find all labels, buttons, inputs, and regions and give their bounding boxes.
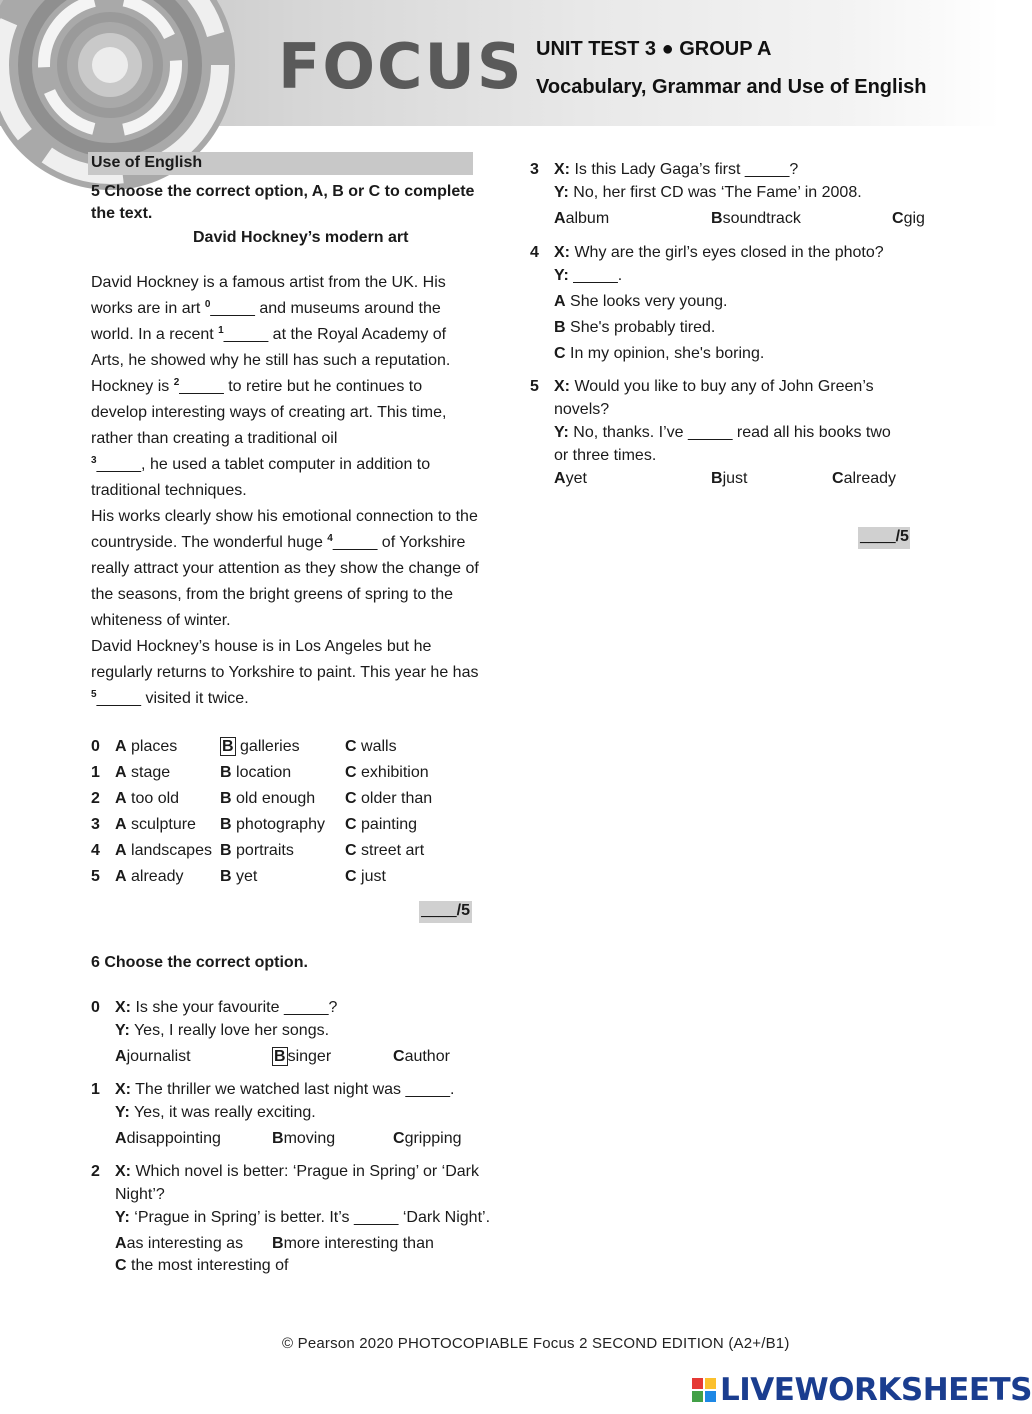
copyright-footer: © Pearson 2020 PHOTOCOPIABLE Focus 2 SECOND EDITION (A2+/B1) (282, 1335, 790, 1352)
gap-4[interactable]: _____ of Yorkshire really attract your attention as they show the change of the seasons, from the bright greens of spring to the whiteness of winter. (91, 534, 479, 629)
article-passage: David Hockney is a famous artist from the UK. His works are in art $^0$_____ and museums around the world. In a recent $^1$_____ at the Royal Academy of Arts, he showed why he still has such a reputation. Hockney is $^2$_____ to retire but he continues to develop interesting ways of creating art. This time, rather than creating a traditional oil $^3$_____, he used a tablet computer in addition to traditional techniques. His works clearly show his emotional connection to the countryside. The wonderful huge $^4$_____ of Yorkshire really attract your attention as they show the change of the seasons, from the bright greens of spring to the whiteness of winter. David Hockney’s house is in Los Angeles but he regularly returns to Yorkshire to paint. This year he has $^5$_____ visited it twice. (91, 274, 479, 707)
option-c[interactable]: C street art (345, 842, 425, 859)
exercise6-question-0: 0 X: Is she your favourite _____? Y: Yes, I really love her songs. A journalist B singer C author (91, 996, 511, 1072)
option-b[interactable]: B photography (220, 816, 325, 833)
liveworksheets-watermark: LIVEWORKSHEETS (720, 1372, 1032, 1408)
article-title: David Hockney’s modern art (193, 229, 409, 246)
option-c[interactable]: C the most interesting of (115, 1257, 289, 1274)
selected-answer-box: B (222, 738, 234, 755)
gap-0[interactable]: _____ and museums around the world. In a recent (91, 300, 441, 343)
option-b[interactable]: B portraits (220, 842, 294, 859)
exercise6-question-1: 1 X: The thriller we watched last night was _____. Y: Yes, it was really exciting. A disappointing B moving C gripping (91, 1078, 511, 1154)
gap-2[interactable]: _____ to retire but he continues to develop interesting ways of creating art. This time, rather than creating a traditional oil (91, 378, 447, 447)
option-b[interactable]: B singer (274, 1048, 332, 1065)
exercise6-score[interactable]: ____/5 (858, 527, 910, 549)
selected-answer-box: B (274, 1048, 286, 1065)
option-a[interactable]: A disappointing (115, 1130, 221, 1147)
section-title: Use of English (88, 152, 473, 175)
option-c[interactable]: C exhibition (345, 764, 429, 781)
unit-subtitle: Vocabulary, Grammar and Use of English (536, 76, 927, 98)
option-a[interactable]: A places (115, 738, 178, 755)
option-c[interactable]: C painting (345, 816, 418, 833)
exercise5-instruction: 5 Choose the correct option, A, B or C to complete the text. (91, 183, 475, 222)
option-b[interactable]: B soundtrack (711, 210, 801, 227)
liveworksheets-logo-icon (692, 1378, 716, 1402)
option-b[interactable]: B yet (220, 868, 258, 885)
exercise6-question-4: 4 X: Why are the girl’s eyes closed in the photo? Y: _____. A She looks very young. B She's probably tired. C In my opinion, she's boring. (530, 241, 950, 366)
option-c[interactable]: C gig (892, 210, 925, 227)
exercise6-question-5: 5 X: Would you like to buy any of John Green’s novels? Y: No, thanks. I’ve _____ read all his books two or three times. A yet B just C already (530, 375, 950, 495)
gap-3[interactable]: _____, he used a tablet computer in addition to traditional techniques. (91, 456, 431, 499)
option-a[interactable]: A already (115, 868, 184, 885)
option-a[interactable]: A album (554, 210, 610, 227)
option-a[interactable]: A journalist (115, 1048, 191, 1065)
option-c[interactable]: C older than (345, 790, 433, 807)
page-header (0, 0, 1000, 126)
option-c[interactable]: C already (832, 470, 897, 487)
gap-5[interactable]: _____ visited it twice. (96, 690, 249, 707)
option-c[interactable]: C just (345, 868, 386, 885)
option-b[interactable]: B galleries (222, 738, 300, 755)
option-a[interactable]: A sculpture (115, 816, 196, 833)
option-c[interactable]: C author (393, 1048, 450, 1065)
option-a[interactable]: A landscapes (115, 842, 212, 859)
option-c[interactable]: C walls (345, 738, 397, 755)
exercise6-instruction: 6 Choose the correct option. (91, 954, 308, 971)
option-c[interactable]: C In my opinion, she's boring. (554, 345, 765, 362)
gap-1[interactable]: _____ at the Royal Academy of Arts, he showed why he still has such a reputation. Hockney is (91, 326, 451, 395)
exercise5-score[interactable]: ____/5 (419, 901, 472, 923)
option-b[interactable]: B moving (272, 1130, 336, 1147)
exercise6-question-2: 2 X: Which novel is better: ‘Prague in Spring’ or ‘Dark Night’? Y: ‘Prague in Spring’ is better. It’s _____ ‘Dark Night’. A as interesting as B more interesting than C the most interesting of (91, 1160, 511, 1280)
exercise6-question-3: 3 X: Is this Lady Gaga’s first _____? Y: No, her first CD was ‘The Fame’ in 2008. A album B soundtrack C gig (530, 158, 950, 234)
option-a[interactable]: A as interesting as (115, 1235, 244, 1252)
option-a[interactable]: A too old (115, 790, 180, 807)
brand-logo: FOCUS (278, 30, 524, 103)
option-b[interactable]: B She's probably tired. (554, 319, 716, 336)
option-b[interactable]: B location (220, 764, 292, 781)
option-c[interactable]: C gripping (393, 1130, 462, 1147)
option-b[interactable]: B old enough (220, 790, 316, 807)
option-a[interactable]: A stage (115, 764, 171, 781)
option-b[interactable]: B just (711, 470, 748, 487)
option-a[interactable]: A She looks very young. (554, 293, 728, 310)
option-b[interactable]: B more interesting than (272, 1235, 434, 1252)
option-a[interactable]: A yet (554, 470, 587, 487)
unit-title: UNIT TEST 3 ● GROUP A (536, 38, 772, 60)
